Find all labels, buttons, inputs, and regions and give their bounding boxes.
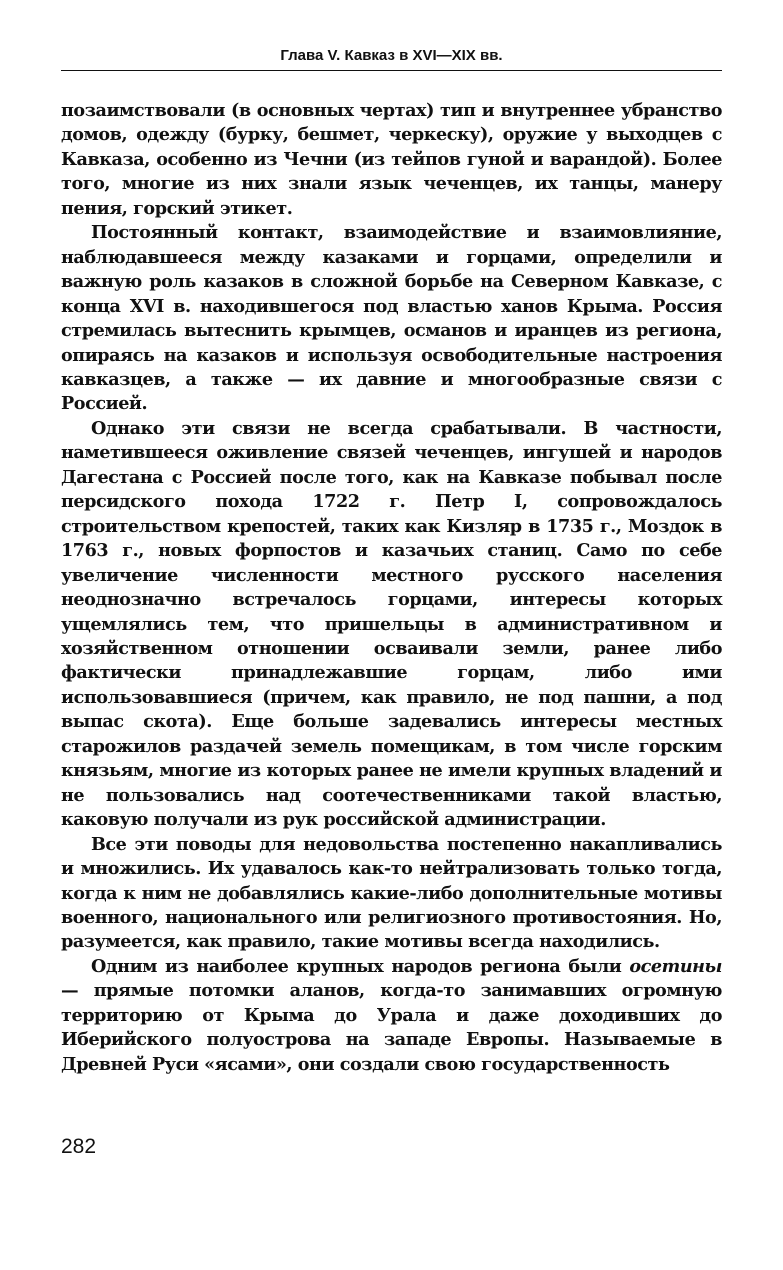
italic-term-ossetians: осетины: [629, 955, 722, 977]
paragraph-2: Постоянный контакт, взаимодействие и взаимовлияние, наблюдавшееся между казаками и горцами, определили и важную роль казаков в сложной борьбе на Северном Кавказе, с конца XVI в. находившегося под властью ханов Крыма. Россия стремилась вытеснить крымцев, османов и иранцев из региона, опираясь на казаков и используя освободительные настроения кавказцев, а также — их давние и многообразные связи с Россией.: [61, 222, 722, 415]
paragraph-5: [61, 955, 722, 1077]
header-divider: [61, 70, 722, 71]
paragraph-5-start: Одним из наиболее крупных народов региона были: [91, 955, 630, 977]
paragraph-1: позаимствовали (в основных чертах) тип и внутреннее убранство домов, одежду (бурку, бешмет, черкеску), оружие у выходцев с Кавказа, особенно из Чечни (из тейпов гуной и варандой). Более того, многие из них знали язык чеченцев, их танцы, манеру пения, горский этикет.: [61, 100, 722, 219]
paragraph-3: Однако эти связи не всегда срабатывали. В частности, наметившееся оживление связей чеченцев, ингушей и народов Дагестана с Россией после того, как на Кавказе побывал после персидского похода 1722 г. Петр I, сопровождалось строительством крепостей, таких как Кизляр в 1735 г., Моздок в 1763 г., новых форпостов и казачьих станиц. Само по себе увеличение численности местного русского населения неоднозначно встречалось горцами, интересы которых ущемлялись тем, что пришельцы в административном и хозяйственном отношении осваивали земли, ранее либо фактически принадлежавшие горцам, либо ими использовавшиеся (причем, как правило, не под пашни, а под выпас скота). Еще больше задевались интересы местных старожилов раздачей земель помещикам, в том числе горским князьям, многие из которых ранее не имели крупных владений и не пользовались над соотечественниками такой властью, каковую получали из рук российской администрации.: [61, 417, 722, 831]
running-header: Глава V. Кавказ в XVI—XIX вв.: [280, 47, 503, 64]
paragraph-4: Все эти поводы для недовольства постепенно накапливались и множились. Их удавалось как-то нейтрализовать только тогда, когда к ним не добавлялись какие-либо дополнительные мотивы военного, национального или религиозного противостояния. Но, разумеется, как правило, такие мотивы всегда находились.: [61, 833, 722, 953]
page-number: 282: [61, 1135, 97, 1158]
paragraph-5-rest: — прямые потомки аланов, когда-то занимавших огромную территорию от Крыма до Урала и даже доходивших до Иберийского полуострова на западе Европы. Называемые в Древней Руси «ясами», они создали свою государственность: [61, 980, 722, 1075]
page-body: [61, 99, 722, 1077]
